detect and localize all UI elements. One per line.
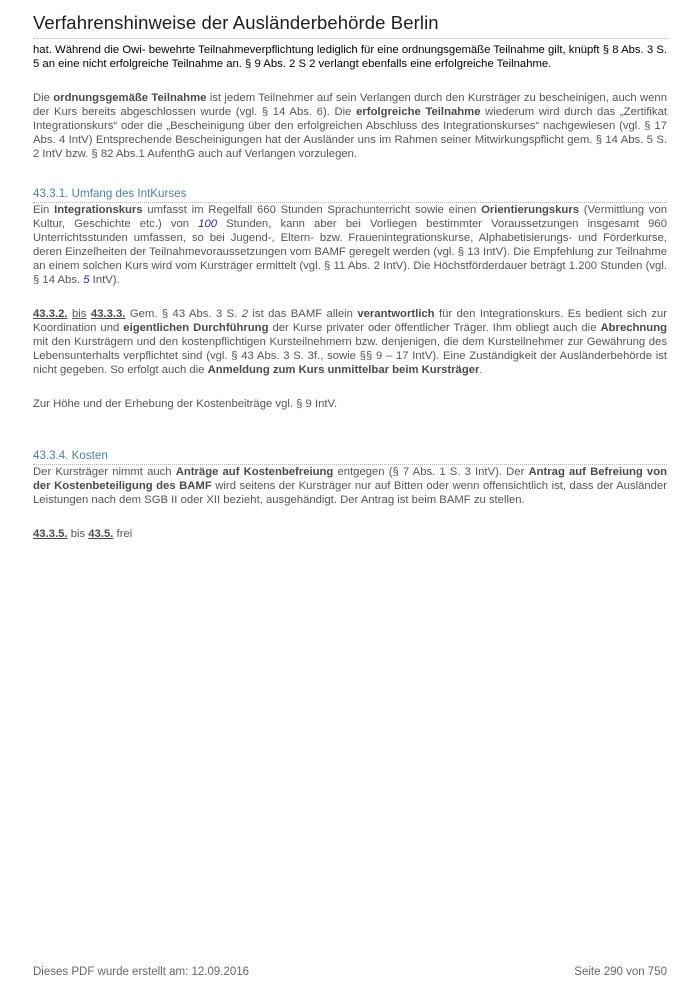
bold-term: Integrationskurs (54, 204, 143, 216)
text-span: (Vermittlung von Kultur, Geschichte etc.) von (33, 204, 667, 230)
section-reference: 43.3.5. (33, 528, 68, 540)
highlighted-number: 5 (83, 274, 90, 286)
title-divider (33, 38, 667, 39)
paragraph-bamf (33, 307, 667, 377)
text-span: frei (113, 528, 133, 540)
section-heading-kosten: 43.3.4. Kosten (33, 449, 667, 465)
document-body (33, 43, 667, 541)
text-span: bis (67, 528, 89, 540)
text-span: Ein (33, 204, 55, 216)
text-span: Stunden, kann aber bei Vorliegen bestimmter Voraussetzungen insgesamt 960 Unterrichtsstunden umfassen, so bei Jugend-, Eltern- bzw. Frauenintegrationskurse, Alphabetisierungs- und Förderkurse, deren Einzelheiten der Teilnahmevoraussetzungen vom BAMF geregelt werden (vgl. § 13 IntV). Die Empfehlung zur Teilnahme an einem solchen Kurs wird vom Kursträger ermittelt (vgl. § 11 Abs. 2 IntV). Die Höchstförderdauer beträgt 1.200 Stunden (vgl. § 14 Abs. (33, 218, 667, 286)
bold-term: eigentlichen Durchführung (123, 322, 269, 334)
text-span: . (479, 364, 483, 376)
italic-number: 2 (241, 308, 249, 320)
bis-link: bis (71, 308, 87, 320)
text-span: Die (33, 92, 54, 104)
paragraph-umfang (33, 203, 667, 287)
paragraph-frei (33, 527, 667, 541)
text-span: der Kurse privater oder öffentlicher Träger. Ihm obliegt auch die (268, 322, 601, 334)
paragraph-teilnahme (33, 91, 667, 161)
text-span: ist jedem Teilnehmer auf sein Verlangen durch den Kursträger zu bescheinigen, auch wenn der Kurs bereits abgeschlossen wurde (vgl. § 14 Abs. 6). Die (33, 92, 668, 118)
bold-term: Abrechnung (600, 322, 668, 334)
bold-term: Anträge auf Kostenbefreiung (175, 466, 334, 478)
text-span: umfasst im Regelfall 660 Stunden Sprachunterricht sowie einen (142, 204, 482, 216)
bold-term: Orientierungskurs (481, 204, 580, 216)
section-heading-umfang: 43.3.1. Umfang des IntKurses (33, 187, 667, 203)
paragraph-kosten (33, 465, 667, 507)
page-title: Verfahrenshinweise der Ausländerbehörde Berlin (33, 12, 439, 33)
text-span: wird seitens der Kursträger nur auf Bitten oder wenn offensichtlich ist, dass der Ausländer Leistungen nach dem SGB II oder XII bezieht, ausgehändigt. Der Antrag ist beim BAMF zu stellen. (33, 480, 667, 506)
text-span: wiederum wird durch das „Zertifikat Integrationskurs“ oder die „Bescheinigung über den erfolgreichen Abschluss des Integrationskurses“ nachgewiesen (vgl. § 17 Abs. 4 IntV) Entsprechende Bescheinigungen hat der Ausländer uns im Rahmen seiner Mitwirkungspflicht gem. § 14 Abs. 5 S. 2 IntV bzw. § 82 Abs.1 AufenthG auch auf Verlangen vorzulegen. (33, 106, 667, 160)
text-span: Gem. § 43 Abs. 3 S. (125, 308, 242, 320)
text-span: entgegen (§ 7 Abs. 1 S. 3 IntV). Der (333, 466, 529, 478)
text-span: IntV). (89, 274, 120, 286)
text-span: für den Integrationskurs. Es bedient sich zur Koordination und (33, 308, 668, 334)
bold-term: Anmeldung zum Kurs unmittelbar beim Kursträger (207, 364, 480, 376)
bold-term: ordnungsgemäße Teilnahme (53, 92, 207, 104)
bold-term: Antrag auf Befreiung von der Kostenbeteiligung des BAMF (33, 466, 667, 492)
bold-term: erfolgreiche Teilnahme (356, 106, 481, 118)
text-span: mit den Kursträgern und den kostenpflichtigen Kursteilnehmern bzw. denjenigen, die dem Kursteilnehmer zur Gewährung des Lebensunterhalts verpflichtet sind (vgl. § 43 Abs. 3 S. 3f., sowie §§ 9 – 17 IntV). Eine Zuständigkeit der Ausländerbehörde ist nicht gegeben. So erfolgt auch die (33, 336, 667, 376)
section-reference: 43.3.2. (33, 308, 68, 320)
paragraph-kostenbeitraege: Zur Höhe und der Erhebung der Kostenbeiträge vgl. § 9 IntV. (33, 398, 338, 410)
intro-paragraph: hat. Während die Owi- bewehrte Teilnahmeverpflichtung lediglich für eine ordnungsgemäße Teilnahme gilt, knüpft § 8 Abs. 3 S. 5 an eine nicht erfolgreiche Teilnahme an. § 9 Abs. 2 S 2 verlangt ebenfalls eine erfolgreiche Teilnahme. (33, 44, 667, 70)
text-span: Der Kursträger nimmt auch (33, 466, 176, 478)
bold-term: verantwortlich (357, 308, 435, 320)
footer-created-date: Dieses PDF wurde erstellt am: 12.09.2016 (33, 966, 250, 978)
section-reference: 43.3.3. (90, 308, 126, 320)
section-reference: 43.5. (88, 528, 114, 540)
highlighted-number: 100 (198, 218, 218, 230)
footer-page-number: Seite 290 von 750 (574, 966, 667, 978)
text-span: ist das BAMF allein (248, 308, 358, 320)
